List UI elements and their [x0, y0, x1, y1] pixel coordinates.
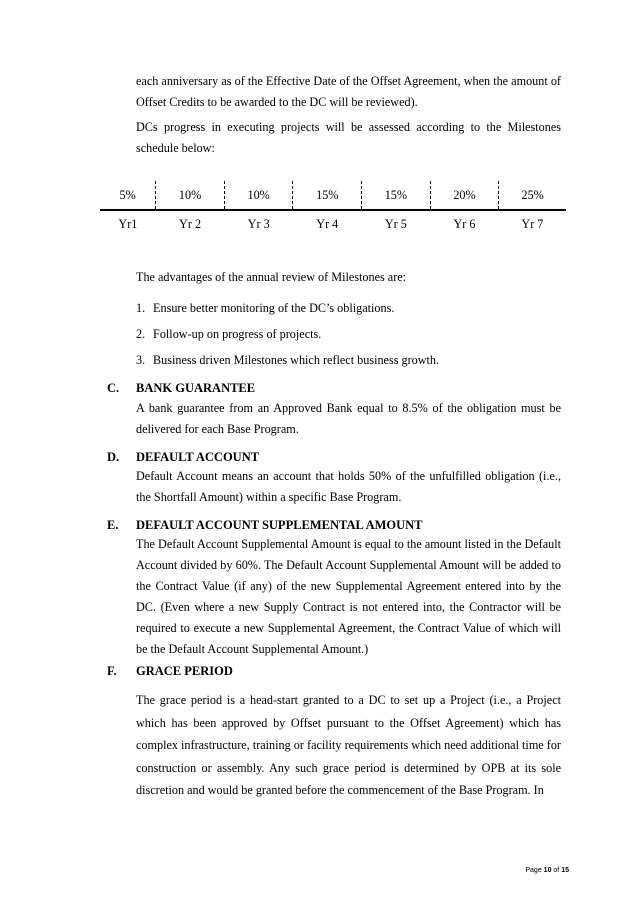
section-f-body: The grace period is a head-start granted to a DC to set up a Project (i.e., a Project which has been approved by Offset pursuant to the Offset Agreement) which has complex infrastructure, training or facility requirements which need additional time for construction or assembly. Any such grace period is determined by OPB at its sole discretion and would be granted before the commencement of the Base Program. In — [136, 693, 561, 797]
list-number: 2. — [136, 327, 146, 341]
milestone-year: Yr 7 — [521, 216, 544, 231]
footer-page-number: 10 — [543, 867, 552, 874]
intro-paragraph-1: each anniversary as of the Effective Date of the Offset Agreement, when the amount of Offset Credits to be awarded to the DC will be reviewed). — [136, 74, 561, 109]
intro-paragraph-2: DCs progress in executing projects will be assessed according to the Milestones schedule below: — [136, 120, 561, 155]
section-f-title: GRACE PERIOD — [136, 664, 233, 678]
section-f-letter: F. — [107, 664, 117, 678]
section-d-letter: D. — [107, 450, 120, 464]
footer-of: of — [551, 867, 562, 874]
section-c-body: A bank guarantee from an Approved Bank equal to 8.5% of the obligation must be delivered for each Base Program. — [136, 401, 561, 436]
page-footer — [525, 867, 569, 874]
advantage-item — [136, 299, 394, 317]
milestone-year: Yr 3 — [247, 216, 270, 231]
milestone-year: Yr 4 — [316, 216, 339, 231]
footer-prefix: Page — [525, 867, 544, 874]
list-text: Business driven Milestones which reflect business growth. — [153, 353, 440, 367]
milestone-percent: 15% — [362, 181, 431, 210]
milestone-percent: 5% — [100, 181, 156, 210]
milestones-table — [100, 181, 566, 237]
footer-total-pages: 15 — [561, 867, 569, 874]
section-d-title: DEFAULT ACCOUNT — [136, 450, 260, 464]
section-e-body: The Default Account Supplemental Amount is equal to the amount listed in the Default Account divided by 60%. The Default Account Supplemental Amount will be added to the Contract Value (if any) of the new Supplemental Agreement entered into by the DC. (Even where a new Supply Contract is not entered into, the Contractor will be required to execute a new Supplemental Agreement, the Contract Value of which will be the Default Account Supplemental Amount.) — [136, 537, 561, 656]
advantage-item — [136, 351, 439, 369]
milestone-year: Yr 2 — [179, 216, 202, 231]
milestone-year: Yr1 — [118, 216, 138, 231]
milestone-percent: 15% — [293, 181, 362, 210]
milestone-year: Yr 6 — [453, 216, 476, 231]
advantages-intro: The advantages of the annual review of Milestones are: — [136, 270, 407, 284]
milestone-year: Yr 5 — [384, 216, 407, 231]
list-number: 1. — [136, 301, 146, 315]
advantage-item — [136, 325, 321, 343]
milestone-percent: 10% — [156, 181, 225, 210]
milestone-percent: 20% — [430, 181, 499, 210]
section-e-title: DEFAULT ACCOUNT SUPPLEMENTAL AMOUNT — [136, 518, 423, 532]
section-c-title: BANK GUARANTEE — [136, 381, 256, 395]
list-text: Follow-up on progress of projects. — [153, 327, 322, 341]
milestones-percent-row — [100, 181, 566, 210]
milestone-percent: 10% — [224, 181, 293, 210]
section-d-body: Default Account means an account that holds 50% of the unfulfilled obligation (i.e., the Shortfall Amount) within a specific Base Program. — [136, 469, 561, 504]
section-e-letter: E. — [107, 518, 119, 532]
list-text: Ensure better monitoring of the DC’s obligations. — [153, 301, 395, 315]
milestone-percent: 25% — [499, 181, 566, 210]
milestones-year-row — [100, 210, 566, 237]
list-number: 3. — [136, 353, 146, 367]
section-c-letter: C. — [107, 381, 120, 395]
